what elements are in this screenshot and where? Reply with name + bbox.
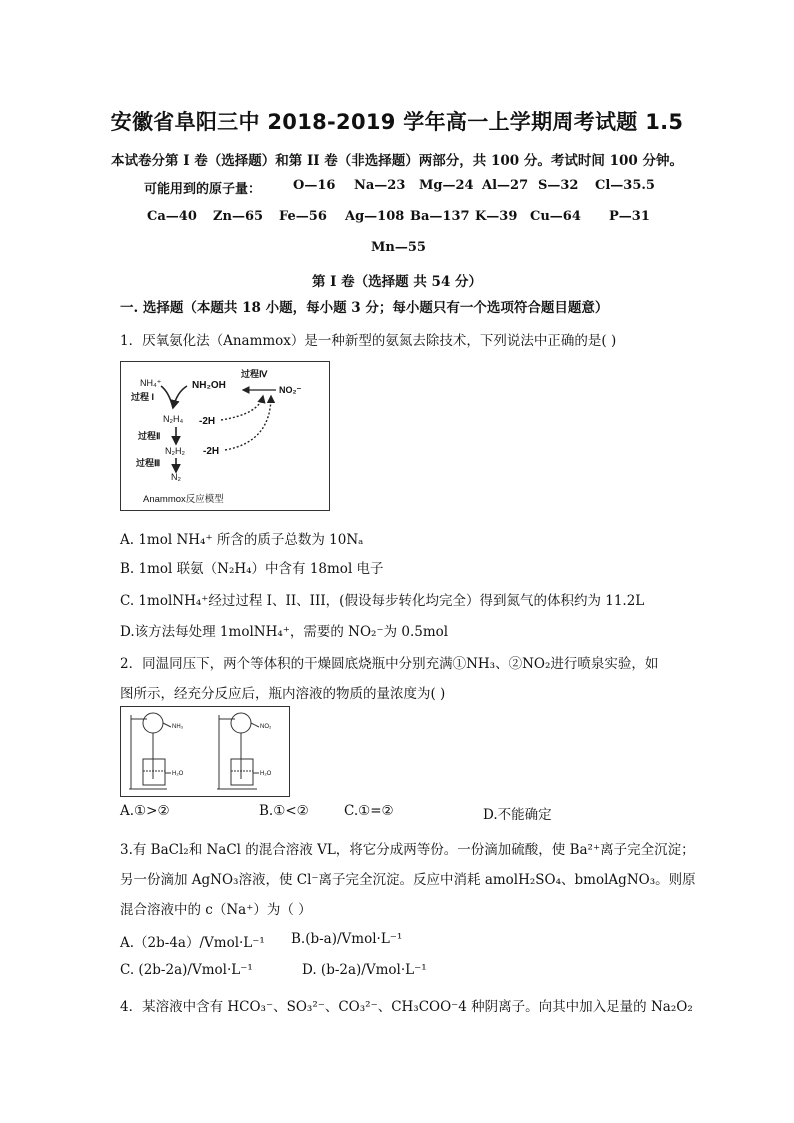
q1-option-a: A. 1mol NH₄⁺ 所含的质子总数为 10Nₐ xyxy=(120,532,364,548)
q3-option-b: B.(b-a)/Vmol·L⁻¹ xyxy=(291,931,403,947)
atomic-mass-item: O—16 xyxy=(293,178,336,193)
nh4-to-n2h4-arrow xyxy=(161,386,173,408)
atomic-mass-item: Fe—56 xyxy=(279,209,327,224)
atomic-mass-item: Cu—64 xyxy=(530,209,581,224)
beaker-1 xyxy=(143,759,165,785)
q3-option-a: A.（2b-4a）/Vmol·L⁻¹ xyxy=(120,935,265,951)
flask-2 xyxy=(231,713,251,733)
beaker-2 xyxy=(231,759,253,785)
exam-intro: 本试卷分第 I 卷（选择题）和第 II 卷（非选择题）两部分，共 100 分。考试时间 100 分钟。 xyxy=(111,153,683,169)
water-2-label: H₂O xyxy=(260,771,272,777)
section-heading: 一. 选择题（本题共 18 小题，每小题 3 分；每小题只有一个选项符合题目题意） xyxy=(120,300,609,316)
fountain-experiment-figure xyxy=(120,706,290,797)
water-1-label: H₂O xyxy=(172,771,184,777)
atomic-mass-item: S—32 xyxy=(538,178,579,193)
question-4-line-1: 4．某溶液中含有 HCO₃⁻、SO₃²⁻、CO₃²⁻、CH₃COO⁻4 种阴离子。向其中加入足量的 Na₂O₂ xyxy=(120,999,693,1015)
process-4-label: 过程Ⅳ xyxy=(241,369,268,379)
dotted-h-transfer-arrow xyxy=(221,396,263,420)
label-line-1 xyxy=(163,723,171,727)
gas-1-label: NH₃ xyxy=(172,724,184,730)
atomic-mass-item: Al—27 xyxy=(482,178,529,193)
gas-2-label: NO₂ xyxy=(260,724,272,730)
no2-label: NO₂⁻ xyxy=(279,385,302,395)
q2-option-c: C.①=② xyxy=(344,803,394,819)
question-3-line-3: 混合溶液中的 c（Na⁺）为（ ） xyxy=(120,902,312,918)
q1-option-b: B. 1mol 联氨（N₂H₄）中含有 18mol 电子 xyxy=(120,561,384,577)
q2-option-a: A.①>② xyxy=(120,803,170,819)
process-3-label: 过程Ⅲ xyxy=(136,458,161,468)
atomic-mass-item: Na—23 xyxy=(354,178,406,193)
minus-2h-label: -2H xyxy=(199,416,216,427)
question-3-line-1: 3.有 BaCl₂和 NaCl 的混合溶液 VL，将它分成两等份。一份滴加硫酸，使 Ba²⁺离子完全沉淀； xyxy=(120,842,695,858)
process-1-label: 过程 I xyxy=(131,392,155,402)
q2-option-d: D.不能确定 xyxy=(483,807,552,823)
atomic-mass-label: 可能用到的原子量： xyxy=(144,182,262,197)
n2h2-label: N₂H₂ xyxy=(165,446,185,456)
atomic-mass-item: P—31 xyxy=(609,209,650,224)
atomic-mass-item: Ag—108 xyxy=(345,209,405,224)
flask-1 xyxy=(143,713,163,733)
fountain-experiment-svg xyxy=(121,707,289,796)
atomic-mass-item: Mg—24 xyxy=(419,178,474,193)
page-title: 安徽省阜阳三中 2018-2019 学年高一上学期周考试题 1.5 xyxy=(110,110,684,134)
atomic-mass-item: Ca—40 xyxy=(147,209,197,224)
n2-label: N₂ xyxy=(171,472,181,482)
question-2-stem-2: 图所示，经充分反应后，瓶内溶液的物质的量浓度为( ) xyxy=(120,686,446,702)
q3-option-d: D. (b-2a)/Vmol·L⁻¹ xyxy=(302,962,427,978)
atomic-mass-item: K—39 xyxy=(475,209,518,224)
part-title: 第 I 卷（选择题 共 54 分） xyxy=(311,274,483,290)
process-2-label: 过程Ⅱ xyxy=(138,431,161,441)
minus-2h-label-2: -2H xyxy=(203,446,220,457)
dotted-h-transfer-arrow-2 xyxy=(225,396,271,450)
question-2-stem: 2．同温同压下，两个等体积的干燥圆底烧瓶中分别充满①NH₃、②NO₂进行喷泉实验，如 xyxy=(120,656,659,672)
q3-option-c: C. (2b-2a)/Vmol·L⁻¹ xyxy=(120,962,253,978)
anammox-diagram xyxy=(120,361,330,511)
q1-option-d: D.该方法每处理 1molNH₄⁺，需要的 NO₂⁻为 0.5mol xyxy=(120,624,449,640)
atomic-mass-item: Zn—65 xyxy=(213,209,264,224)
label-line-2 xyxy=(251,723,259,727)
diagram-caption: Anammox反应模型 xyxy=(143,494,224,505)
q1-option-c: C. 1molNH₄⁺经过过程 I、II、III，(假设每步转化均完全）得到氮气的体积约为 11.2L xyxy=(120,593,645,609)
atomic-mass-item: Ba—137 xyxy=(410,209,470,224)
n2h4-label: N₂H₄ xyxy=(163,414,184,424)
atomic-mass-item: Mn—55 xyxy=(371,240,426,255)
atomic-mass-item: Cl—35.5 xyxy=(595,178,655,193)
nh4-label: NH₄⁺ xyxy=(140,378,162,388)
anammox-diagram-svg xyxy=(121,362,329,510)
nh2oh-to-n2h4-arrow xyxy=(173,386,187,408)
nh2oh-label: NH₂OH xyxy=(192,380,226,391)
question-3-line-2: 另一份滴加 AgNO₃溶液，使 Cl⁻离子完全沉淀。反应中消耗 amolH₂SO₄、bmolAgNO₃。则原 xyxy=(120,872,696,888)
question-1-stem: 1．厌氧氨化法（Anammox）是一种新型的氨氮去除技术，下列说法中正确的是( ) xyxy=(120,333,617,349)
q2-option-b: B.①<② xyxy=(259,803,309,819)
